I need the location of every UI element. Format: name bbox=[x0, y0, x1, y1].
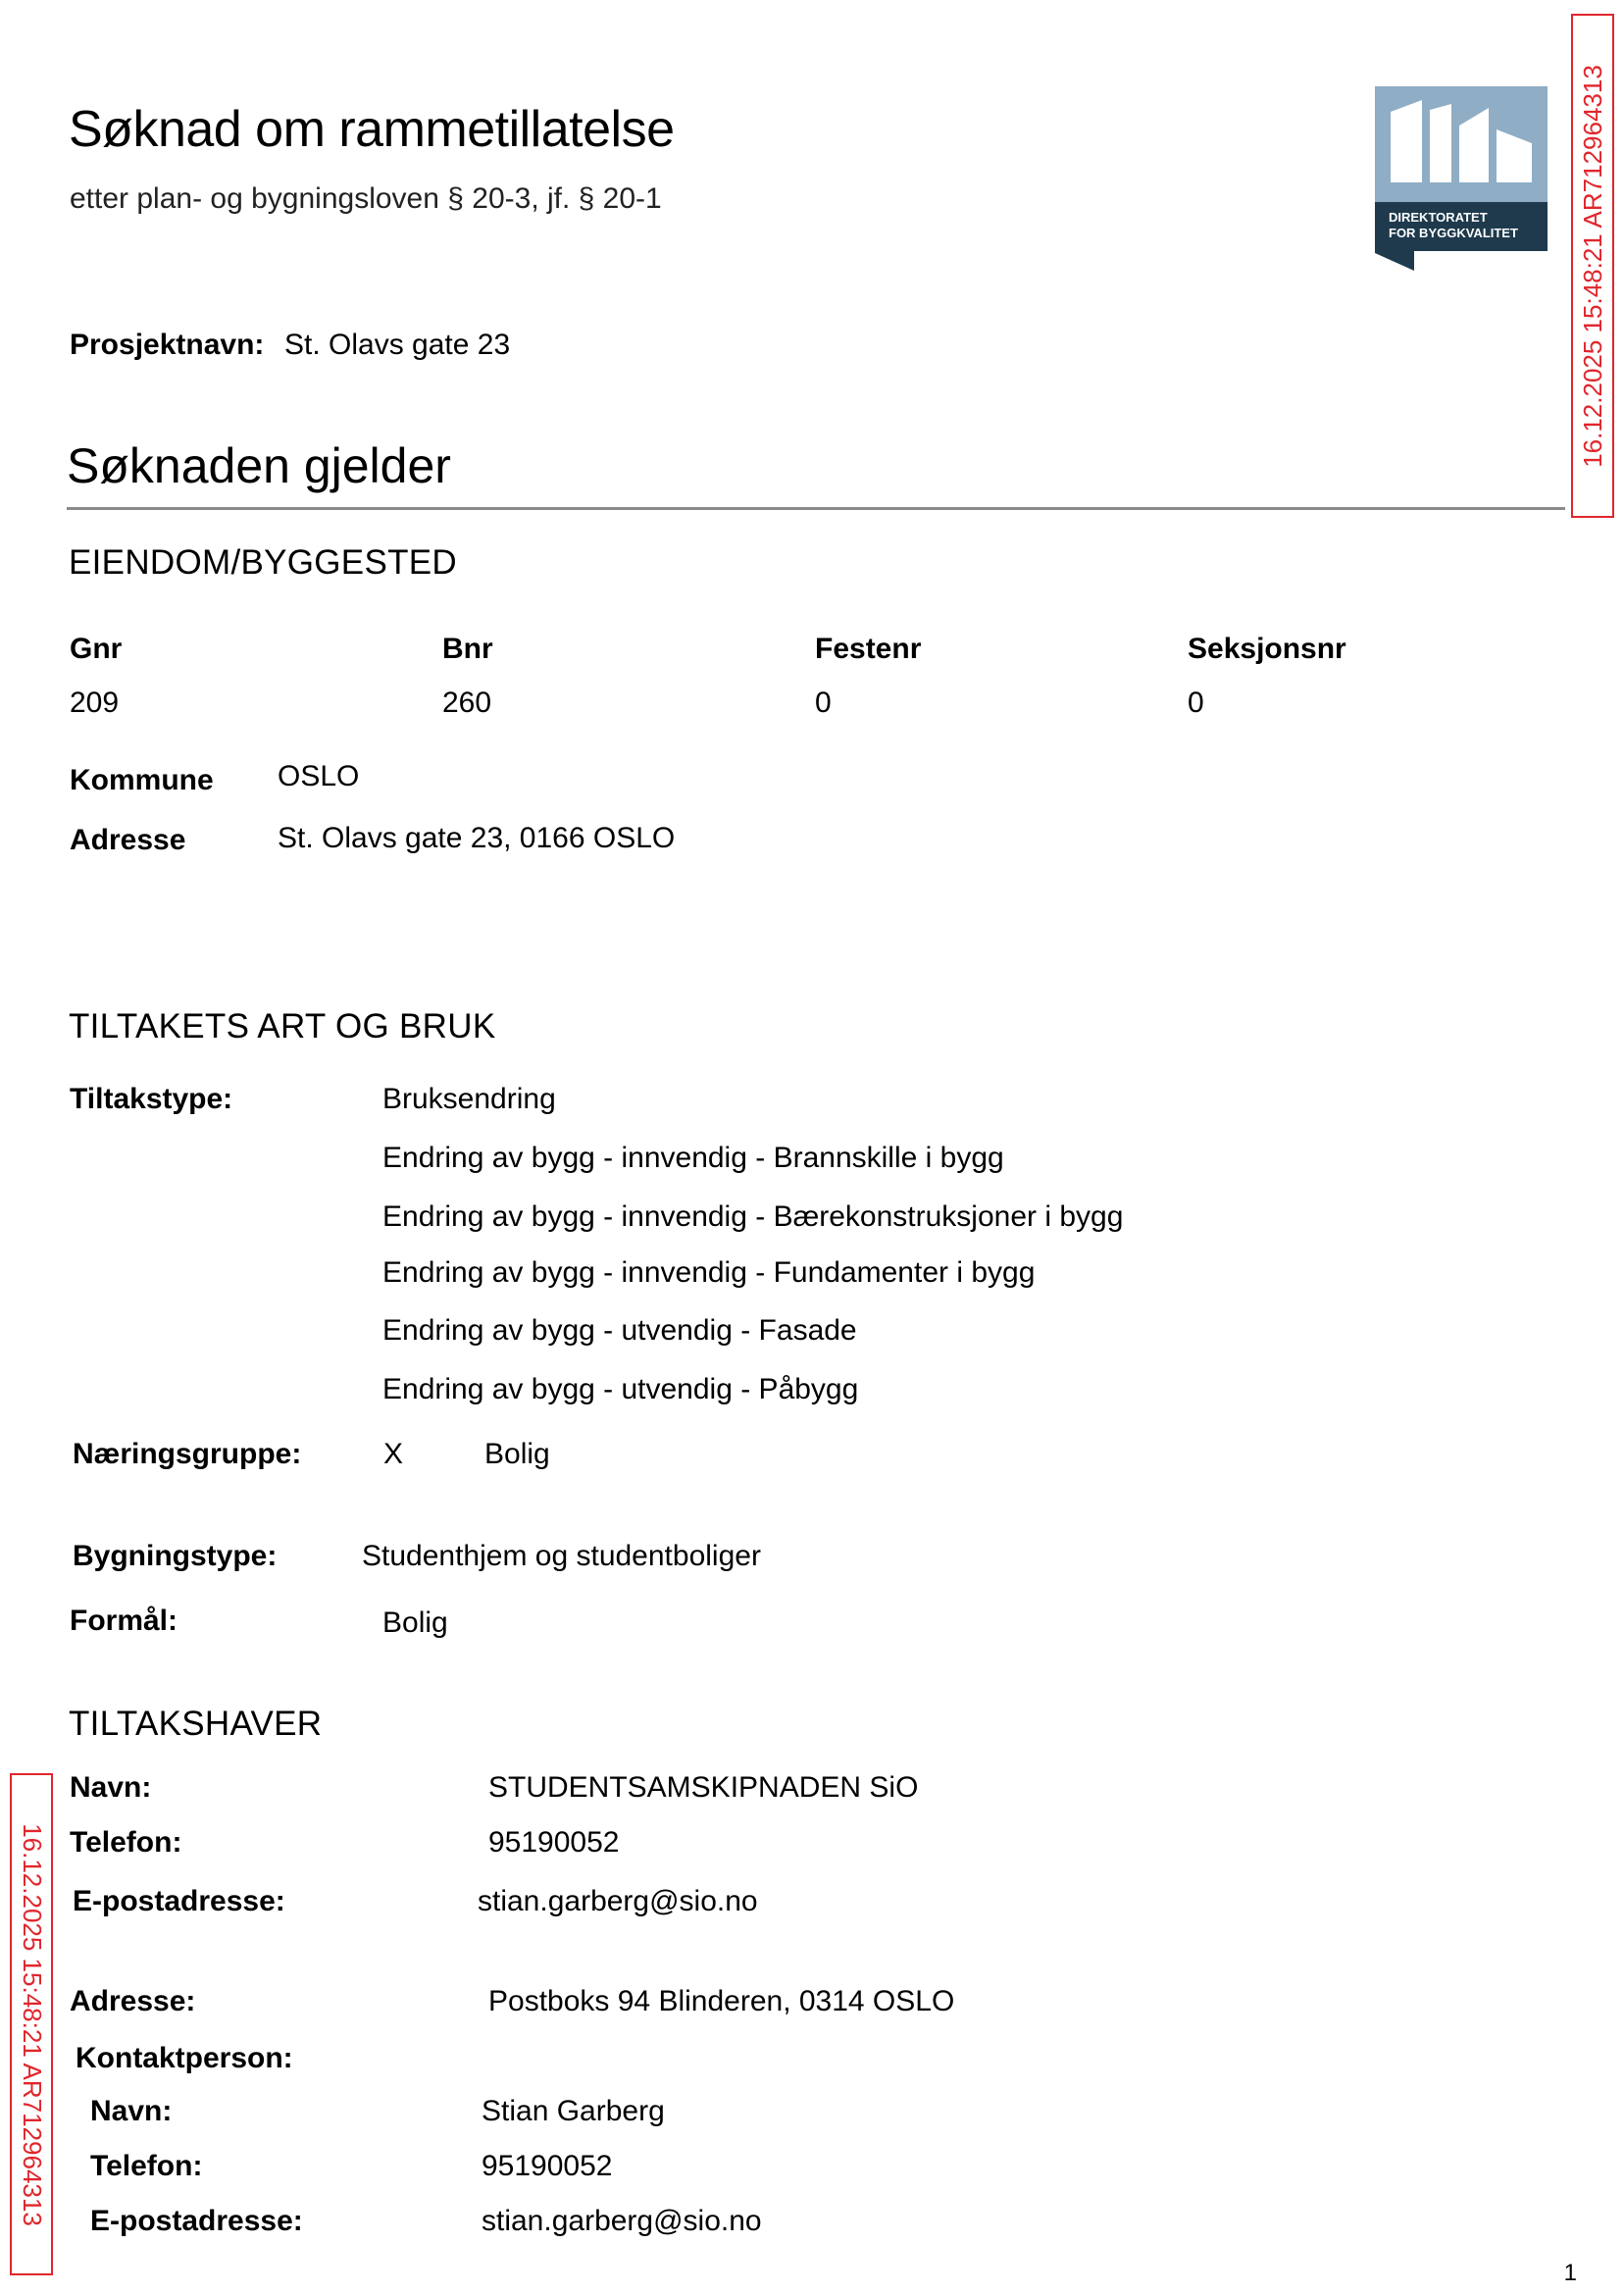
bnr-value: 260 bbox=[442, 687, 492, 719]
seksjonsnr-label: Seksjonsnr bbox=[1188, 633, 1346, 665]
naeringsgruppe-code: X bbox=[383, 1438, 404, 1470]
kontakt-epost-value: stian.garberg@sio.no bbox=[482, 2205, 762, 2237]
tiltakshaver-navn-value: STUDENTSAMSKIPNADEN SiO bbox=[488, 1771, 919, 1804]
project-value: St. Olavs gate 23 bbox=[284, 329, 511, 361]
gnr-value: 209 bbox=[70, 687, 120, 719]
festenr-label: Festenr bbox=[815, 633, 922, 665]
document-title: Søknad om rammetillatelse bbox=[69, 101, 675, 158]
bnr-label: Bnr bbox=[442, 633, 493, 665]
kontakt-telefon-value: 95190052 bbox=[482, 2150, 613, 2182]
section-heading: Søknaden gjelder bbox=[67, 438, 451, 493]
tiltakshaver-epost-value: stian.garberg@sio.no bbox=[478, 1885, 758, 1917]
document-subtitle: etter plan- og bygningsloven § 20-3, jf. § 20-1 bbox=[70, 182, 662, 215]
tiltakstype-item: Endring av bygg - innvendig - Brannskille i bygg bbox=[382, 1142, 1004, 1174]
bygningstype-value: Studenthjem og studentboliger bbox=[362, 1540, 761, 1572]
tiltakstype-item: Bruksendring bbox=[382, 1083, 556, 1115]
tiltak-heading: TILTAKETS ART OG BRUK bbox=[69, 1007, 496, 1045]
naeringsgruppe-label: Næringsgruppe: bbox=[73, 1438, 302, 1470]
kontakt-navn-value: Stian Garberg bbox=[482, 2095, 665, 2127]
kommune-value: OSLO bbox=[278, 760, 360, 792]
tiltakshaver-adresse-value: Postboks 94 Blinderen, 0314 OSLO bbox=[488, 1985, 955, 2017]
tiltakshaver-epost-label: E-postadresse: bbox=[73, 1885, 285, 1917]
tiltakshaver-adresse-label: Adresse: bbox=[70, 1985, 196, 2017]
tiltakstype-item: Endring av bygg - innvendig - Bærekonstruksjoner i bygg bbox=[382, 1200, 1124, 1233]
tiltakstype-item: Endring av bygg - utvendig - Påbygg bbox=[382, 1373, 859, 1405]
adresse-value: St. Olavs gate 23, 0166 OSLO bbox=[278, 822, 676, 854]
festenr-value: 0 bbox=[815, 687, 832, 719]
tiltakshaver-heading: TILTAKSHAVER bbox=[69, 1705, 323, 1743]
date-stamp-left bbox=[10, 1773, 53, 2275]
date-stamp-right-text: 16.12.2025 15:48:21 AR712964313 bbox=[1577, 64, 1607, 468]
dibk-logo bbox=[1375, 86, 1548, 275]
naeringsgruppe-value: Bolig bbox=[484, 1438, 550, 1470]
kontakt-epost-label: E-postadresse: bbox=[90, 2205, 303, 2237]
date-stamp-right bbox=[1571, 14, 1614, 518]
tiltakstype-item: Endring av bygg - innvendig - Fundamenter i bygg bbox=[382, 1256, 1036, 1289]
formal-label: Formål: bbox=[70, 1605, 178, 1637]
eiendom-heading: EIENDOM/BYGGESTED bbox=[69, 543, 457, 582]
tiltakstype-label: Tiltakstype: bbox=[70, 1083, 233, 1115]
adresse-label: Adresse bbox=[70, 824, 186, 856]
kontakt-navn-label: Navn: bbox=[90, 2095, 173, 2127]
kontakt-telefon-label: Telefon: bbox=[90, 2150, 203, 2182]
page-number: 1 bbox=[1563, 2260, 1577, 2286]
kontaktperson-label: Kontaktperson: bbox=[76, 2042, 293, 2074]
formal-value: Bolig bbox=[382, 1606, 448, 1639]
logo-text-line2: FOR BYGGKVALITET bbox=[1389, 226, 1518, 240]
dibk-logo-graphic bbox=[1375, 86, 1548, 275]
tiltakshaver-navn-label: Navn: bbox=[70, 1771, 152, 1804]
project-label: Prosjektnavn: bbox=[70, 329, 265, 361]
logo-text-line1: DIREKTORATET bbox=[1389, 210, 1488, 225]
tiltakshaver-telefon-label: Telefon: bbox=[70, 1826, 182, 1859]
tiltakstype-item: Endring av bygg - utvendig - Fasade bbox=[382, 1314, 857, 1347]
tiltakshaver-telefon-value: 95190052 bbox=[488, 1826, 620, 1859]
date-stamp-left-text: 16.12.2025 15:48:21 AR712964313 bbox=[17, 1822, 47, 2226]
kommune-label: Kommune bbox=[70, 764, 214, 796]
gnr-label: Gnr bbox=[70, 633, 123, 665]
bygningstype-label: Bygningstype: bbox=[73, 1540, 278, 1572]
section-divider bbox=[67, 507, 1565, 510]
seksjonsnr-value: 0 bbox=[1188, 687, 1204, 719]
